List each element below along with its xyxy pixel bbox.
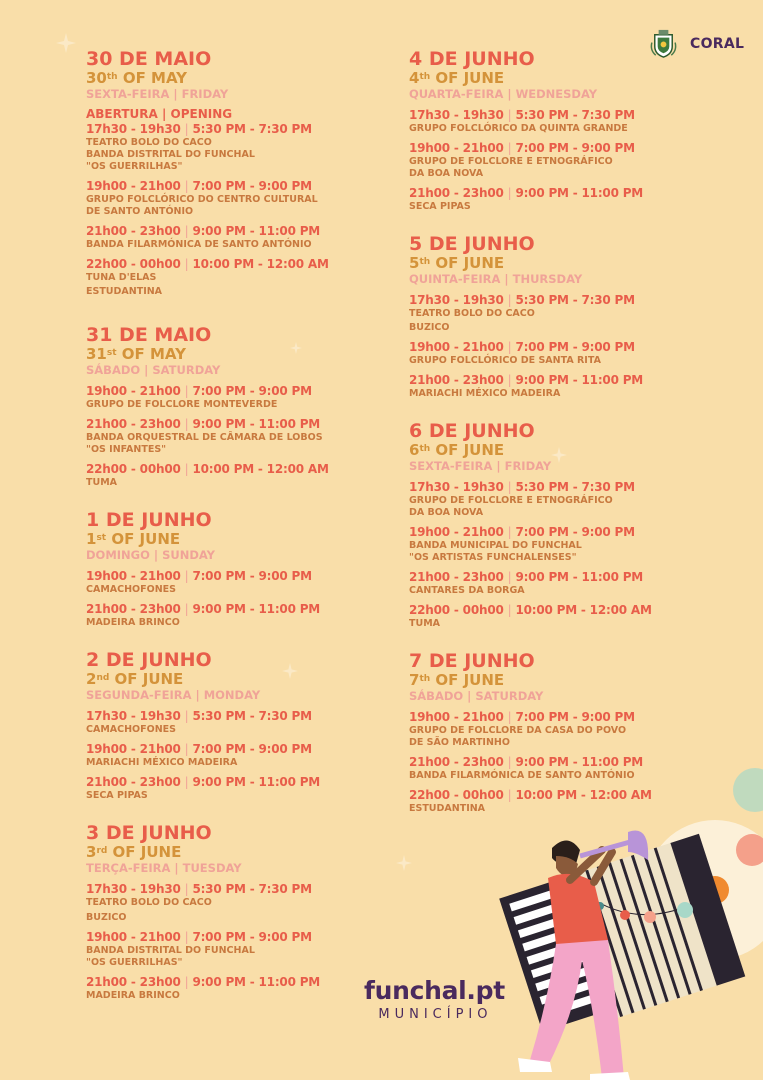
date-pt: 3 DE JUNHO	[86, 822, 212, 844]
event-performers: GRUPO FOLCLÓRICO DE SANTA RITA	[409, 355, 601, 366]
event	[409, 107, 709, 135]
event-performers: BANDA FILARMÓNICA DE SANTO ANTÓNIO	[409, 770, 635, 781]
event-time: 21h00 - 23h00 | 9:00 PM - 11:00 PM	[86, 224, 321, 238]
event	[86, 121, 386, 173]
event	[86, 383, 386, 411]
event	[409, 140, 709, 180]
date-en: 31st OF MAY	[86, 345, 186, 363]
event-performers: TUMA	[86, 477, 118, 488]
weekday: SEXTA-FEIRA | FRIDAY	[86, 87, 229, 101]
date-en: 7th OF JUNE	[409, 671, 505, 689]
brand-subtitle: MUNICÍPIO	[378, 1007, 493, 1022]
event	[86, 461, 386, 489]
event-time: 19h00 - 21h00 | 7:00 PM - 9:00 PM	[86, 930, 312, 944]
weekday: SEGUNDA-FEIRA | MONDAY	[86, 688, 261, 702]
date-pt: 6 DE JUNHO	[409, 420, 535, 442]
day-6-june	[409, 420, 709, 630]
date-en: 4th OF JUNE	[409, 69, 505, 87]
event-performers: TUNA D'ELAS ESTUDANTINA	[86, 272, 163, 297]
event	[86, 416, 386, 456]
event	[409, 709, 709, 749]
event	[409, 372, 709, 400]
event-time: 22h00 - 00h00 | 10:00 PM - 12:00 AM	[409, 603, 652, 617]
event	[86, 708, 386, 736]
event	[86, 974, 386, 1002]
opening-label: ABERTURA | OPENING	[86, 107, 233, 121]
event	[409, 479, 709, 519]
event-performers: ESTUDANTINA	[409, 803, 486, 814]
event-time: 19h00 - 21h00 | 7:00 PM - 9:00 PM	[409, 525, 635, 539]
event-time: 21h00 - 23h00 | 9:00 PM - 11:00 PM	[86, 975, 321, 989]
schedule-right-column	[409, 48, 709, 835]
event-time: 19h00 - 21h00 | 7:00 PM - 9:00 PM	[86, 384, 312, 398]
event-time: 17h30 - 19h30 | 5:30 PM - 7:30 PM	[409, 108, 635, 122]
weekday: DOMINGO | SUNDAY	[86, 548, 216, 562]
event-time: 22h00 - 00h00 | 10:00 PM - 12:00 AM	[86, 257, 329, 271]
weekday: SÁBADO | SATURDAY	[409, 689, 544, 703]
day-30-may	[86, 48, 386, 298]
event-performers: GRUPO FOLCLÓRICO DO CENTRO CULTURAL DE SANTO ANTÓNIO	[86, 194, 318, 217]
event-performers: CANTARES DA BORGA	[409, 585, 525, 596]
event-time: 21h00 - 23h00 | 9:00 PM - 11:00 PM	[86, 417, 321, 431]
event-performers: GRUPO DE FOLCLORE DA CASA DO POVO DE SÃO MARTINHO	[409, 725, 627, 748]
event-time: 19h00 - 21h00 | 7:00 PM - 9:00 PM	[409, 710, 635, 724]
event	[86, 223, 386, 251]
event-performers: BANDA ORQUESTRAL DE CÂMARA DE LOBOS "OS INFANTES"	[86, 432, 323, 455]
event-performers: BANDA DISTRITAL DO FUNCHAL "OS GUERRILHAS"	[86, 945, 255, 968]
date-pt: 4 DE JUNHO	[409, 48, 535, 70]
event-performers: GRUPO FOLCLÓRICO DA QUINTA GRANDE	[409, 123, 628, 134]
event-performers: BANDA MUNICIPAL DO FUNCHAL "OS ARTISTAS FUNCHALENSES"	[409, 540, 582, 563]
event-time: 19h00 - 21h00 | 7:00 PM - 9:00 PM	[86, 179, 312, 193]
event	[409, 602, 709, 630]
event-time: 21h00 - 23h00 | 9:00 PM - 11:00 PM	[86, 602, 321, 616]
event	[86, 881, 386, 924]
event-time: 17h30 - 19h30 | 5:30 PM - 7:30 PM	[409, 480, 635, 494]
weekday: SÁBADO | SATURDAY	[86, 363, 221, 377]
date-pt: 2 DE JUNHO	[86, 649, 212, 671]
date-en: 3rd OF JUNE	[86, 843, 182, 861]
event-time: 21h00 - 23h00 | 9:00 PM - 11:00 PM	[409, 186, 644, 200]
event-performers: BANDA FILARMÓNICA DE SANTO ANTÓNIO	[86, 239, 312, 250]
day-1-june	[86, 509, 386, 629]
event-time: 19h00 - 21h00 | 7:00 PM - 9:00 PM	[409, 340, 635, 354]
date-pt: 5 DE JUNHO	[409, 233, 535, 255]
day-2-june	[86, 649, 386, 802]
event-time: 22h00 - 00h00 | 10:00 PM - 12:00 AM	[409, 788, 652, 802]
event-performers: SECA PIPAS	[409, 201, 471, 212]
event-performers: GRUPO DE FOLCLORE E ETNOGRÁFICO DA BOA NOVA	[409, 156, 613, 179]
weekday: TERÇA-FEIRA | TUESDAY	[86, 861, 242, 875]
date-pt: 1 DE JUNHO	[86, 509, 212, 531]
event-time: 21h00 - 23h00 | 9:00 PM - 11:00 PM	[409, 755, 644, 769]
event-performers: GRUPO DE FOLCLORE E ETNOGRÁFICO DA BOA NOVA	[409, 495, 613, 518]
event	[409, 524, 709, 564]
date-pt: 7 DE JUNHO	[409, 650, 535, 672]
event-performers: TEATRO BOLO DO CACO BUZICO	[86, 897, 212, 923]
event-time: 17h30 - 19h30 | 5:30 PM - 7:30 PM	[409, 293, 635, 307]
date-en: 2nd OF JUNE	[86, 670, 184, 688]
event	[86, 929, 386, 969]
event-time: 21h00 - 23h00 | 9:00 PM - 11:00 PM	[409, 373, 644, 387]
sparkle-icon	[56, 33, 76, 53]
day-31-may	[86, 324, 386, 489]
date-pt: 31 DE MAIO	[86, 324, 212, 346]
coral-brand: CORAL	[690, 35, 745, 52]
event	[86, 178, 386, 218]
event-time: 19h00 - 21h00 | 7:00 PM - 9:00 PM	[409, 141, 635, 155]
event	[86, 256, 386, 298]
event-performers: MADEIRA BRINCO	[86, 617, 180, 628]
event-performers: MARIACHI MÉXICO MADEIRA	[409, 388, 561, 399]
event-performers: MARIACHI MÉXICO MADEIRA	[86, 757, 238, 768]
event-time: 17h30 - 19h30 | 5:30 PM - 7:30 PM	[86, 882, 312, 896]
event-performers: TEATRO BOLO DO CACO BUZICO	[409, 308, 535, 333]
date-pt: 30 DE MAIO	[86, 48, 212, 70]
event-performers: TEATRO BOLO DO CACO BANDA DISTRITAL DO FUNCHAL "OS GUERRILHAS"	[86, 137, 255, 172]
event-performers: GRUPO DE FOLCLORE MONTEVERDE	[86, 399, 278, 410]
event-time: 17h30 - 19h30 | 5:30 PM - 7:30 PM	[86, 709, 312, 723]
weekday: SEXTA-FEIRA | FRIDAY	[409, 459, 552, 473]
event-performers: CAMACHOFONES	[86, 724, 176, 735]
event-time: 22h00 - 00h00 | 10:00 PM - 12:00 AM	[86, 462, 329, 476]
event-time: 19h00 - 21h00 | 7:00 PM - 9:00 PM	[86, 569, 312, 583]
weekday: QUARTA-FEIRA | WEDNESDAY	[409, 87, 598, 101]
event-time: 21h00 - 23h00 | 9:00 PM - 11:00 PM	[409, 570, 644, 584]
event-performers: SECA PIPAS	[86, 790, 148, 801]
event	[86, 741, 386, 769]
event	[409, 569, 709, 597]
day-3-june	[86, 822, 386, 1002]
schedule-left-column	[86, 48, 386, 1022]
event-time: 19h00 - 21h00 | 7:00 PM - 9:00 PM	[86, 742, 312, 756]
date-en: 6th OF JUNE	[409, 441, 505, 459]
event	[86, 568, 386, 596]
sparkle-icon	[396, 855, 412, 871]
day-4-june	[409, 48, 709, 213]
brand-name: funchal.pt	[364, 976, 505, 1005]
musician-illustration	[490, 760, 763, 1080]
event-performers: MADEIRA BRINCO	[86, 990, 180, 1001]
event	[86, 774, 386, 802]
funchal-brand	[364, 976, 505, 1024]
event	[409, 185, 709, 213]
weekday: QUINTA-FEIRA | THURSDAY	[409, 272, 583, 286]
event-time: 17h30 - 19h30 | 5:30 PM - 7:30 PM	[86, 122, 312, 136]
day-5-june	[409, 233, 709, 400]
date-en: 30th OF MAY	[86, 69, 187, 87]
event	[409, 292, 709, 334]
event-time: 21h00 - 23h00 | 9:00 PM - 11:00 PM	[86, 775, 321, 789]
date-en: 1st OF JUNE	[86, 530, 181, 548]
event	[409, 339, 709, 367]
date-en: 5th OF JUNE	[409, 254, 505, 272]
event-performers: CAMACHOFONES	[86, 584, 176, 595]
event	[86, 601, 386, 629]
event-performers: TUMA	[409, 618, 441, 629]
